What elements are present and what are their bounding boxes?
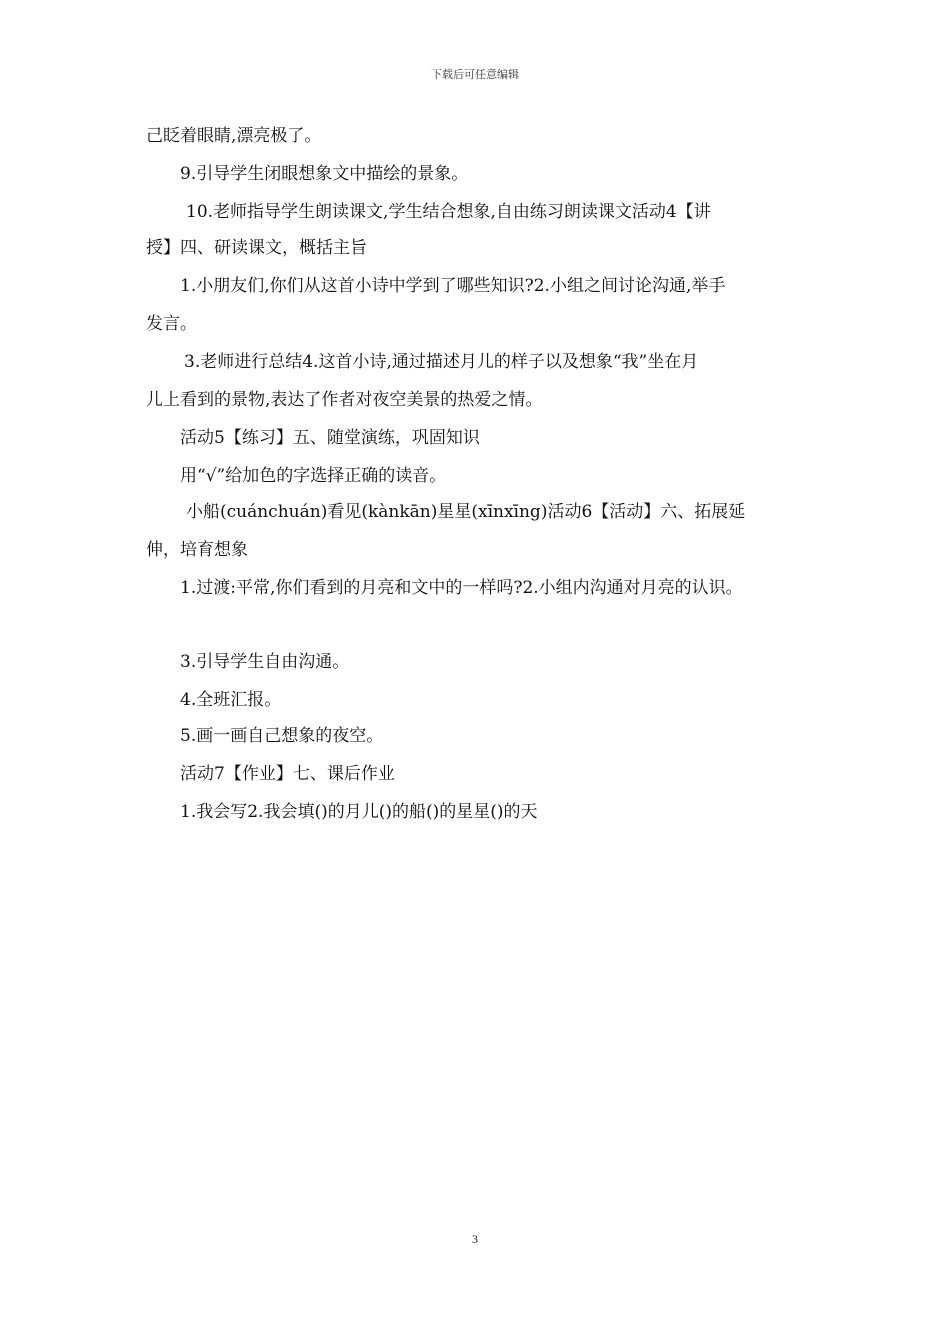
text-line: 1.过渡:平常,你们看到的月亮和文中的一样吗?2.小组内沟通对月亮的认识。 xyxy=(180,578,743,598)
text-line: 3.老师进行总结4.这首小诗,通过描述月儿的样子以及想象“我”坐在月 xyxy=(184,352,699,372)
text-line: 己眨着眼睛,漂亮极了。 xyxy=(146,126,322,146)
text-line: 活动5【练习】五、随堂演练，巩固知识 xyxy=(180,428,480,448)
text-line: 1.我会写2.我会填()的月儿()的船()的星星()的天 xyxy=(180,802,538,822)
text-line: 用“√”给加色的字选择正确的读音。 xyxy=(180,466,447,486)
text-line: 4.全班汇报。 xyxy=(180,690,282,710)
text-line: 发言。 xyxy=(146,314,197,334)
page-header: 下载后可任意编辑 xyxy=(431,68,519,81)
text-line: 儿上看到的景物,表达了作者对夜空美景的热爱之情。 xyxy=(146,390,543,410)
text-line: 活动7【作业】七、课后作业 xyxy=(180,764,395,784)
text-line: 10.老师指导学生朗读课文,学生结合想象,自由练习朗读课文活动4【讲 xyxy=(186,202,711,222)
page-number: 3 xyxy=(472,1232,478,1246)
text-line: 5.画一画自己想象的夜空。 xyxy=(180,726,384,746)
text-line: 伸，培育想象 xyxy=(146,540,248,560)
text-line: 3.引导学生自由沟通。 xyxy=(180,652,350,672)
text-line: 授】四、研读课文，概括主旨 xyxy=(146,238,367,258)
text-line: 小船(cuánchuán)看见(kànkān)星星(xīnxīng)活动6【活动】六、拓展延 xyxy=(186,502,746,522)
text-line: 9.引导学生闭眼想象文中描绘的景象。 xyxy=(180,164,469,184)
text-line: 1.小朋友们,你们从这首小诗中学到了哪些知识?2.小组之间讨论沟通,举手 xyxy=(180,276,726,296)
